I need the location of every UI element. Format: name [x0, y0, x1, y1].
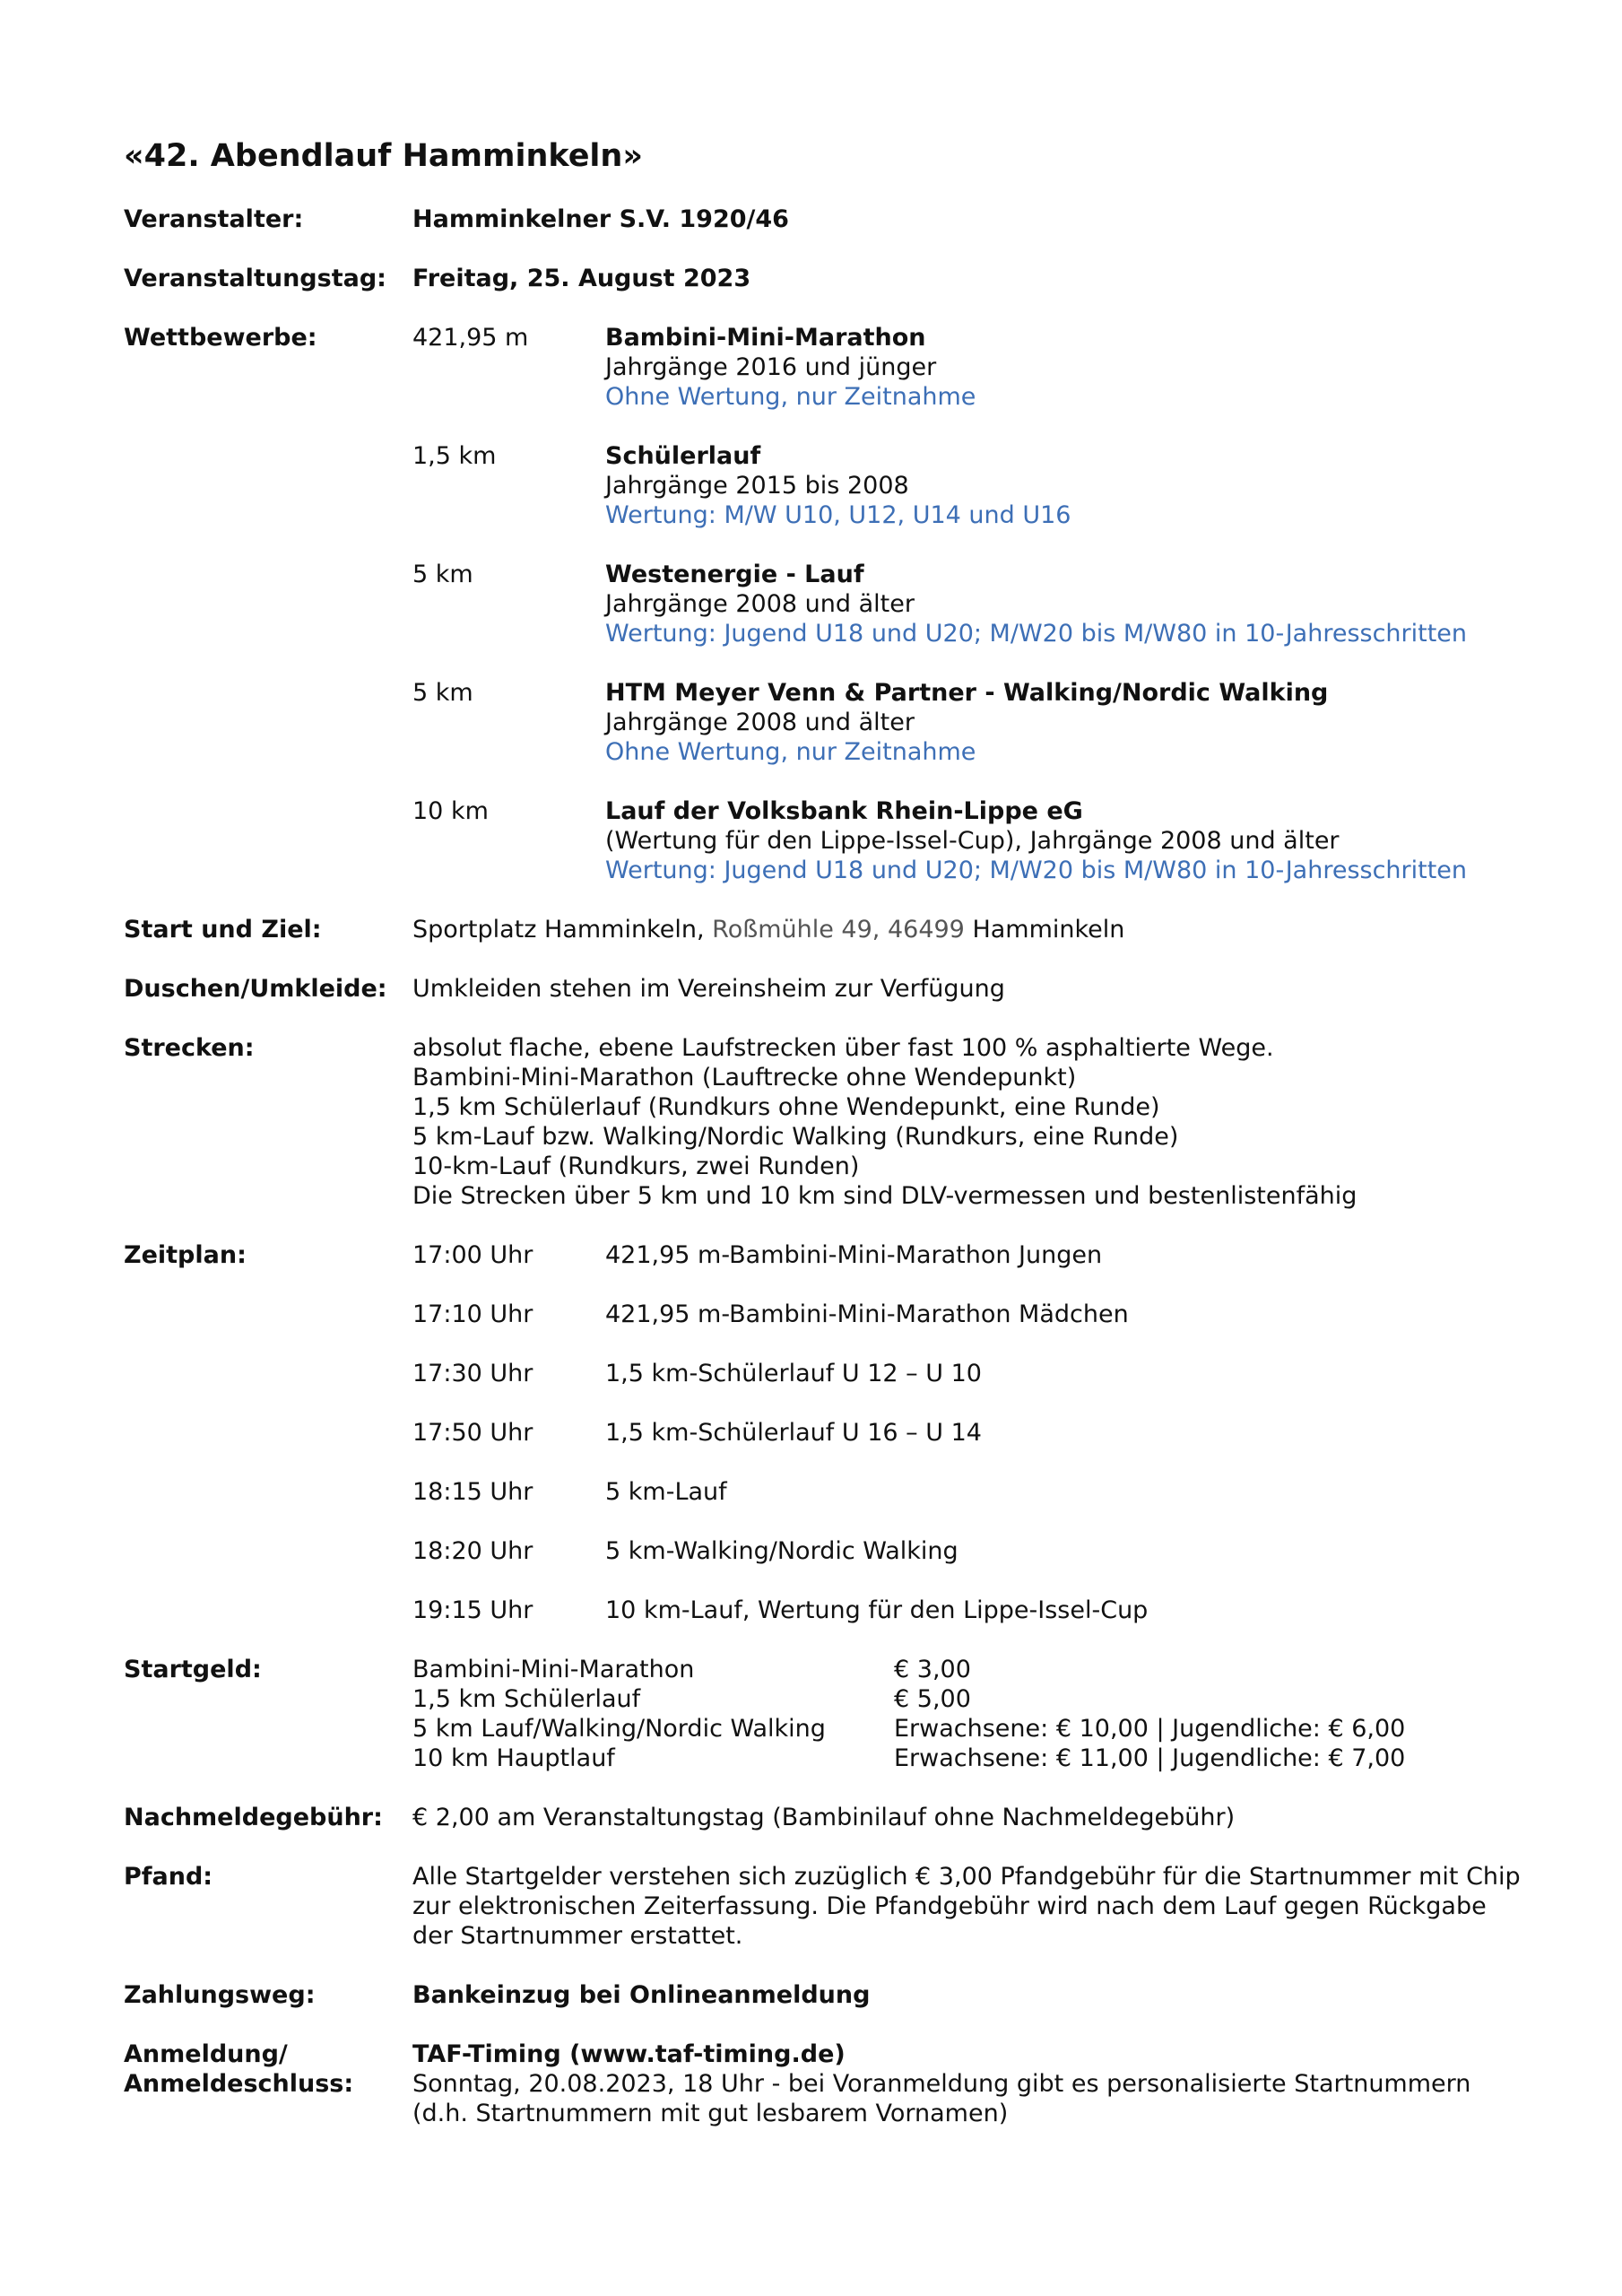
schedule-time: 18:20 Uhr	[412, 1537, 533, 1565]
competition-years: Jahrgänge 2008 und älter	[605, 709, 915, 736]
schedule-event: 5 km-Lauf	[605, 1478, 727, 1506]
schedule-event: 5 km-Walking/Nordic Walking	[605, 1537, 958, 1565]
veranstalter-label: Veranstalter:	[124, 205, 304, 233]
strecken-line: 5 km-Lauf bzw. Walking/Nordic Walking (Rundkurs, eine Runde)	[412, 1123, 1179, 1151]
strecken-line: 10-km-Lauf (Rundkurs, zwei Runden)	[412, 1152, 860, 1180]
start-ziel-value	[412, 915, 1124, 944]
pfand-line: der Startnummer erstattet.	[412, 1922, 743, 1950]
competition-name: HTM Meyer Venn & Partner - Walking/Nordic Walking	[605, 679, 1329, 707]
fee-name: 1,5 km Schülerlauf	[412, 1685, 641, 1713]
fee-name: 10 km Hauptlauf	[412, 1744, 615, 1772]
nachmeldegebuehr-value: € 2,00 am Veranstaltungstag (Bambinilauf ohne Nachmeldegebühr)	[412, 1804, 1236, 1831]
competition-wertung: Ohne Wertung, nur Zeitnahme	[605, 738, 976, 766]
zeitplan-label: Zeitplan:	[124, 1241, 247, 1269]
competition-wertung: Ohne Wertung, nur Zeitnahme	[605, 383, 976, 411]
competition-wertung: Wertung: Jugend U18 und U20; M/W20 bis M/W80 in 10-Jahresschritten	[605, 857, 1468, 884]
competition-years: Jahrgänge 2016 und jünger	[605, 353, 937, 381]
schedule-time: 17:50 Uhr	[412, 1419, 533, 1447]
competition-years: Jahrgänge 2008 und älter	[605, 590, 915, 618]
schedule-event: 10 km-Lauf, Wertung für den Lippe-Issel-Cup	[605, 1596, 1149, 1624]
fee-name: 5 km Lauf/Walking/Nordic Walking	[412, 1715, 826, 1743]
schedule-event: 421,95 m-Bambini-Mini-Marathon Mädchen	[605, 1300, 1129, 1328]
anmeldung-title: TAF-Timing (www.taf-timing.de)	[412, 2040, 846, 2068]
schedule-time: 17:10 Uhr	[412, 1300, 533, 1328]
competition-distance: 10 km	[412, 797, 489, 825]
wettbewerbe-label: Wettbewerbe:	[124, 324, 317, 352]
competition-name: Bambini-Mini-Marathon	[605, 324, 926, 352]
start-address: Roßmühle 49, 46499	[712, 916, 973, 944]
strecken-label: Strecken:	[124, 1034, 255, 1062]
fee-price: Erwachsene: € 10,00 | Jugendliche: € 6,00	[894, 1715, 1406, 1743]
competition-distance: 1,5 km	[412, 442, 497, 470]
competition-distance: 421,95 m	[412, 324, 529, 352]
anmeldung-label: Anmeldung/	[124, 2040, 288, 2068]
zahlungsweg-value: Bankeinzug bei Onlineanmeldung	[412, 1981, 871, 2009]
duschen-label: Duschen/Umkleide:	[124, 975, 387, 1003]
pfand-line: Alle Startgelder verstehen sich zuzüglich € 3,00 Pfandgebühr für die Startnummer mit Chip	[412, 1863, 1521, 1891]
document-title: «42. Abendlauf Hamminkeln»	[124, 138, 643, 174]
anmeldeschluss-date: Sonntag, 20.08.2023, 18 Uhr - bei Voranmeldung gibt es personalisierte Startnummern	[412, 2070, 1471, 2098]
competition-distance: 5 km	[412, 679, 473, 707]
strecken-line: absolut flache, ebene Laufstrecken über fast 100 % asphaltierte Wege.	[412, 1034, 1274, 1062]
schedule-time: 17:30 Uhr	[412, 1360, 533, 1387]
start-venue: Sportplatz Hamminkeln,	[412, 916, 713, 944]
strecken-line: Die Strecken über 5 km und 10 km sind DLV-vermessen und bestenlistenfähig	[412, 1182, 1357, 1210]
strecken-line: 1,5 km Schülerlauf (Rundkurs ohne Wendepunkt, eine Runde)	[412, 1093, 1160, 1121]
veranstalter-value: Hamminkelner S.V. 1920/46	[412, 205, 789, 233]
strecken-line: Bambini-Mini-Marathon (Lauftrecke ohne Wendepunkt)	[412, 1064, 1077, 1091]
fee-name: Bambini-Mini-Marathon	[412, 1656, 695, 1683]
competition-name: Lauf der Volksbank Rhein-Lippe eG	[605, 797, 1083, 825]
schedule-event: 1,5 km-Schülerlauf U 16 – U 14	[605, 1419, 982, 1447]
schedule-event: 1,5 km-Schülerlauf U 12 – U 10	[605, 1360, 982, 1387]
competition-name: Schülerlauf	[605, 442, 761, 470]
veranstaltungstag-label: Veranstaltungstag:	[124, 265, 386, 292]
competition-years: (Wertung für den Lippe-Issel-Cup), Jahrgänge 2008 und älter	[605, 827, 1340, 855]
veranstaltungstag-value: Freitag, 25. August 2023	[412, 265, 751, 292]
pfand-line: zur elektronischen Zeiterfassung. Die Pfandgebühr wird nach dem Lauf gegen Rückgabe	[412, 1892, 1487, 1920]
duschen-value: Umkleiden stehen im Vereinsheim zur Verfügung	[412, 975, 1005, 1003]
competition-years: Jahrgänge 2015 bis 2008	[605, 472, 909, 500]
fee-price: Erwachsene: € 11,00 | Jugendliche: € 7,00	[894, 1744, 1406, 1772]
schedule-time: 19:15 Uhr	[412, 1596, 533, 1624]
pfand-label: Pfand:	[124, 1863, 213, 1891]
competition-distance: 5 km	[412, 561, 473, 588]
anmeldung-note: (d.h. Startnummern mit gut lesbarem Vornamen)	[412, 2100, 1009, 2127]
startgeld-label: Startgeld:	[124, 1656, 262, 1683]
schedule-event: 421,95 m-Bambini-Mini-Marathon Jungen	[605, 1241, 1103, 1269]
start-town: Hamminkeln	[972, 916, 1125, 944]
fee-price: € 3,00	[894, 1656, 971, 1683]
competition-wertung: Wertung: M/W U10, U12, U14 und U16	[605, 501, 1071, 529]
start-ziel-label: Start und Ziel:	[124, 916, 322, 944]
schedule-time: 18:15 Uhr	[412, 1478, 533, 1506]
nachmeldegebuehr-label: Nachmeldegebühr:	[124, 1804, 383, 1831]
competition-wertung: Wertung: Jugend U18 und U20; M/W20 bis M/W80 in 10-Jahresschritten	[605, 620, 1468, 648]
schedule-time: 17:00 Uhr	[412, 1241, 533, 1269]
competition-name: Westenergie - Lauf	[605, 561, 864, 588]
zahlungsweg-label: Zahlungsweg:	[124, 1981, 316, 2009]
fee-price: € 5,00	[894, 1685, 971, 1713]
anmeldeschluss-label: Anmeldeschluss:	[124, 2070, 354, 2098]
